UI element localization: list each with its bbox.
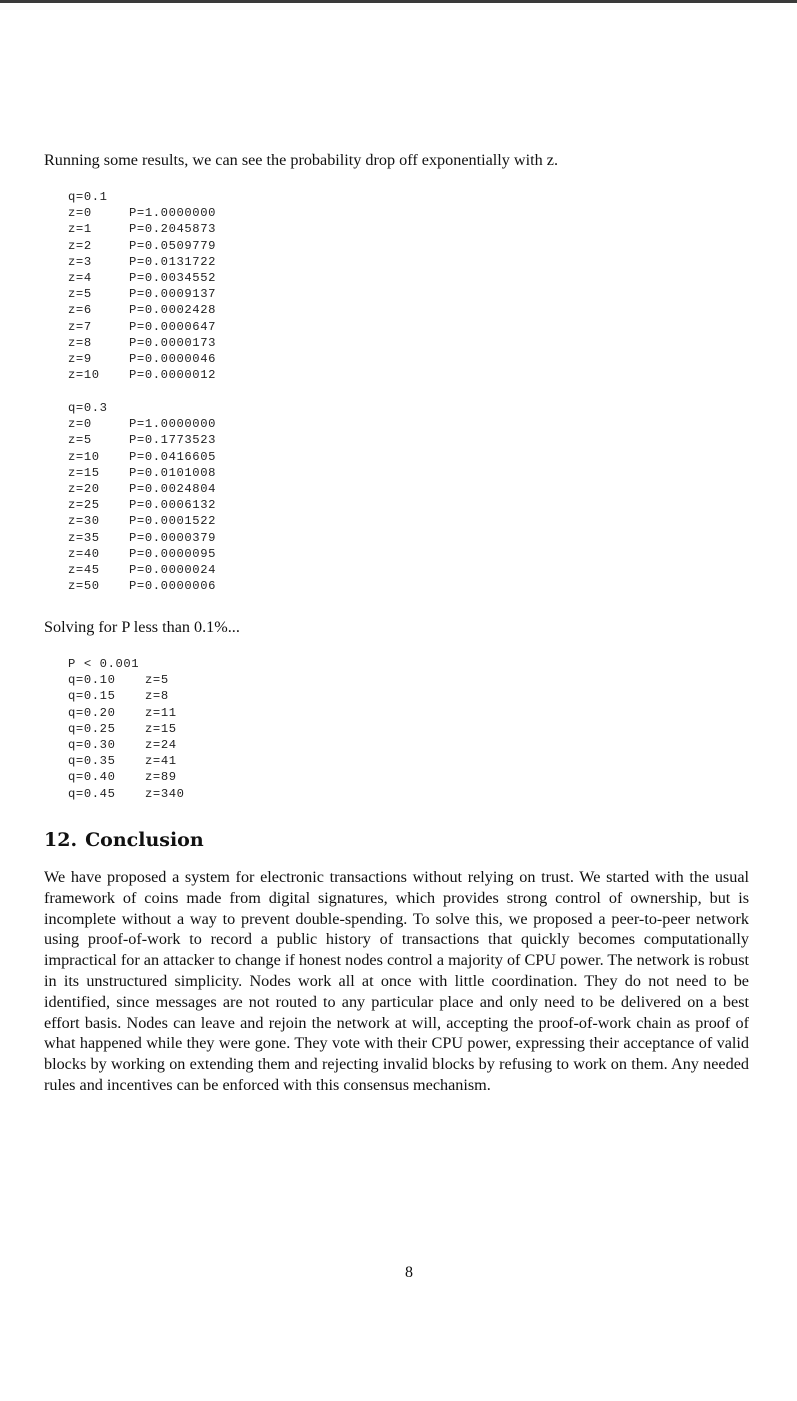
table-row	[68, 481, 216, 497]
table-row	[68, 497, 216, 513]
row-col-2: z=89	[145, 770, 177, 785]
row-col-1: z=7	[68, 319, 92, 334]
table-row	[68, 562, 216, 578]
table-row	[68, 367, 216, 383]
section-number: 12.	[44, 829, 78, 851]
row-col-1: q=0.20	[68, 705, 116, 720]
row-col-2: z=24	[145, 737, 177, 752]
row-col-2: P=0.0416605	[129, 449, 217, 464]
row-col-2: P=0.1773523	[129, 433, 217, 448]
table-row	[68, 465, 216, 481]
row-col-2: P=0.0006132	[129, 498, 217, 513]
table-row	[68, 319, 216, 335]
table-row	[68, 286, 216, 302]
table-row	[68, 753, 185, 769]
row-col-2: P=0.0002428	[129, 303, 217, 318]
table-row	[68, 578, 216, 594]
row-col-1: z=6	[68, 303, 92, 318]
table-row	[68, 786, 185, 802]
row-col-1: q=0.25	[68, 721, 116, 736]
table-row	[68, 335, 216, 351]
section-title: Conclusion	[85, 829, 204, 851]
row-col-1: z=0	[68, 206, 92, 221]
table-row	[68, 302, 216, 318]
table-row	[68, 513, 216, 529]
row-col-1: z=5	[68, 433, 92, 448]
page-number: 8	[405, 1264, 413, 1281]
row-col-2: z=11	[145, 705, 177, 720]
table-row	[68, 432, 216, 448]
row-col-1: z=0	[68, 417, 92, 432]
row-col-1: z=10	[68, 368, 100, 383]
results-block-q03	[68, 400, 216, 594]
row-col-1: z=40	[68, 546, 100, 561]
results-rows	[68, 205, 216, 383]
row-col-1: q=0.10	[68, 673, 116, 688]
row-col-1: z=3	[68, 254, 92, 269]
row-col-2: P=0.0034552	[129, 270, 217, 285]
row-col-2: P=0.0009137	[129, 287, 217, 302]
row-col-2: P=0.0000024	[129, 562, 217, 577]
table-row	[68, 254, 216, 270]
table-row	[68, 737, 185, 753]
solving-paragraph: Solving for P less than 0.1%...	[44, 618, 240, 636]
row-col-2: P=0.0000006	[129, 579, 217, 594]
row-col-1: z=50	[68, 579, 100, 594]
row-col-2: P=0.0000012	[129, 368, 217, 383]
table-row	[68, 769, 185, 785]
table-row	[68, 530, 216, 546]
results-header: q=0.3	[68, 401, 108, 415]
solving-rows	[68, 672, 185, 802]
conclusion-paragraph: We have proposed a system for electronic transactions without relying on trust. We started with the usual framework of coins made from digital signatures, which provides strong control of ownership, but is incomplete without a way to prevent double-spending. To solve this, we proposed a peer-to-peer network using proof-of-work to record a public history of transactions that quickly becomes computationally impractical for an attacker to change if honest nodes control a majority of CPU power. The network is robust in its unstructured simplicity. Nodes work all at once with little coordination. They do not need to be identified, since messages are not routed to any particular place and only need to be delivered on a best effort basis. Nodes can leave and rejoin the network at will, accepting the proof-of-work chain as proof of what happened while they were gone. They vote with their CPU power, expressing their acceptance of valid blocks by working on extending them and rejecting invalid blocks by refusing to work on them. Any needed rules and incentives can be enforced with this consensus mechanism.	[44, 868, 750, 1094]
row-col-1: q=0.30	[68, 737, 116, 752]
row-col-2: P=0.0509779	[129, 238, 217, 253]
table-row	[68, 721, 185, 737]
results-header: q=0.1	[68, 190, 108, 204]
results-rows	[68, 416, 216, 594]
row-col-1: z=25	[68, 498, 100, 513]
row-col-2: P=0.2045873	[129, 222, 217, 237]
table-row	[68, 238, 216, 254]
row-col-2: P=0.0000173	[129, 335, 217, 350]
row-col-2: z=41	[145, 754, 177, 769]
table-row	[68, 672, 185, 688]
table-row	[68, 351, 216, 367]
row-col-1: z=45	[68, 562, 100, 577]
row-col-2: P=0.0024804	[129, 481, 217, 496]
row-col-2: P=1.0000000	[129, 206, 217, 221]
table-row	[68, 205, 216, 221]
row-col-1: z=1	[68, 222, 92, 237]
solving-header: P < 0.001	[68, 657, 140, 671]
row-col-1: z=4	[68, 270, 92, 285]
row-col-1: z=35	[68, 530, 100, 545]
row-col-1: z=2	[68, 238, 92, 253]
section-heading	[44, 829, 204, 851]
table-row	[68, 705, 185, 721]
row-col-2: P=0.0000379	[129, 530, 217, 545]
row-col-1: z=20	[68, 481, 100, 496]
row-col-1: z=30	[68, 514, 100, 529]
results-block-q01	[68, 189, 216, 383]
row-col-2: P=0.0000647	[129, 319, 217, 334]
row-col-2: P=0.0001522	[129, 514, 217, 529]
row-col-2: P=0.0101008	[129, 465, 217, 480]
row-col-1: q=0.35	[68, 754, 116, 769]
row-col-1: z=8	[68, 335, 92, 350]
table-row	[68, 270, 216, 286]
row-col-2: z=5	[145, 673, 169, 688]
row-col-1: z=15	[68, 465, 100, 480]
intro-paragraph: Running some results, we can see the probability drop off exponentially with z.	[44, 151, 558, 169]
row-col-1: q=0.45	[68, 786, 116, 801]
row-col-2: z=8	[145, 689, 169, 704]
solving-results-block	[68, 656, 185, 802]
table-row	[68, 688, 185, 704]
row-col-1: q=0.15	[68, 689, 116, 704]
row-col-2: P=0.0000095	[129, 546, 217, 561]
top-border	[0, 0, 797, 3]
row-col-1: z=10	[68, 449, 100, 464]
row-col-2: z=340	[145, 786, 185, 801]
table-row	[68, 449, 216, 465]
table-row	[68, 221, 216, 237]
row-col-2: P=0.0000046	[129, 351, 217, 366]
row-col-2: z=15	[145, 721, 177, 736]
table-row	[68, 546, 216, 562]
row-col-1: z=5	[68, 287, 92, 302]
row-col-1: z=9	[68, 351, 92, 366]
row-col-2: P=1.0000000	[129, 417, 217, 432]
row-col-1: q=0.40	[68, 770, 116, 785]
row-col-2: P=0.0131722	[129, 254, 217, 269]
table-row	[68, 416, 216, 432]
